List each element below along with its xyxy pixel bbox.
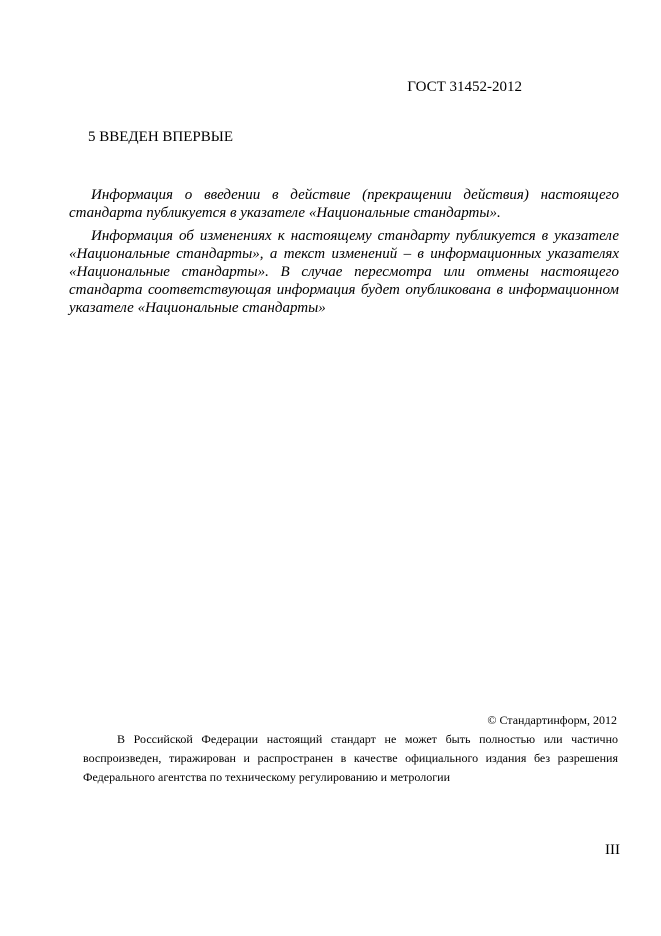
legal-notice: В Российской Федерации настоящий стандарт не может быть полностью или частично воспроизведен, тиражирован и распространен в качестве официального издания без разрешения Федерального агентства по техническому регулированию и метрологии	[83, 732, 618, 784]
copyright-notice: © Стандартинформ, 2012	[487, 713, 617, 727]
section-item-introduced-first: 5 ВВЕДЕН ВПЕРВЫЕ	[88, 129, 233, 145]
info-paragraph-amendments: Информация об изменениях к настоящему стандарту публикуется в указателе «Национальные стандарты», а текст изменений – в информационных указателях «Национальные стандарты». В случае пересмотра или отмены настоящего стандарта соответствующая информация будет опубликована в информационном указателе «Национальные стандарты»	[69, 228, 619, 316]
info-block	[69, 186, 619, 322]
page-number: III	[605, 842, 620, 858]
document-code: ГОСТ 31452-2012	[407, 79, 522, 95]
info-paragraph-effective-date: Информация о введении в действие (прекращении действия) настоящего стандарта публикуется в указателе «Национальные стандарты».	[69, 187, 619, 221]
